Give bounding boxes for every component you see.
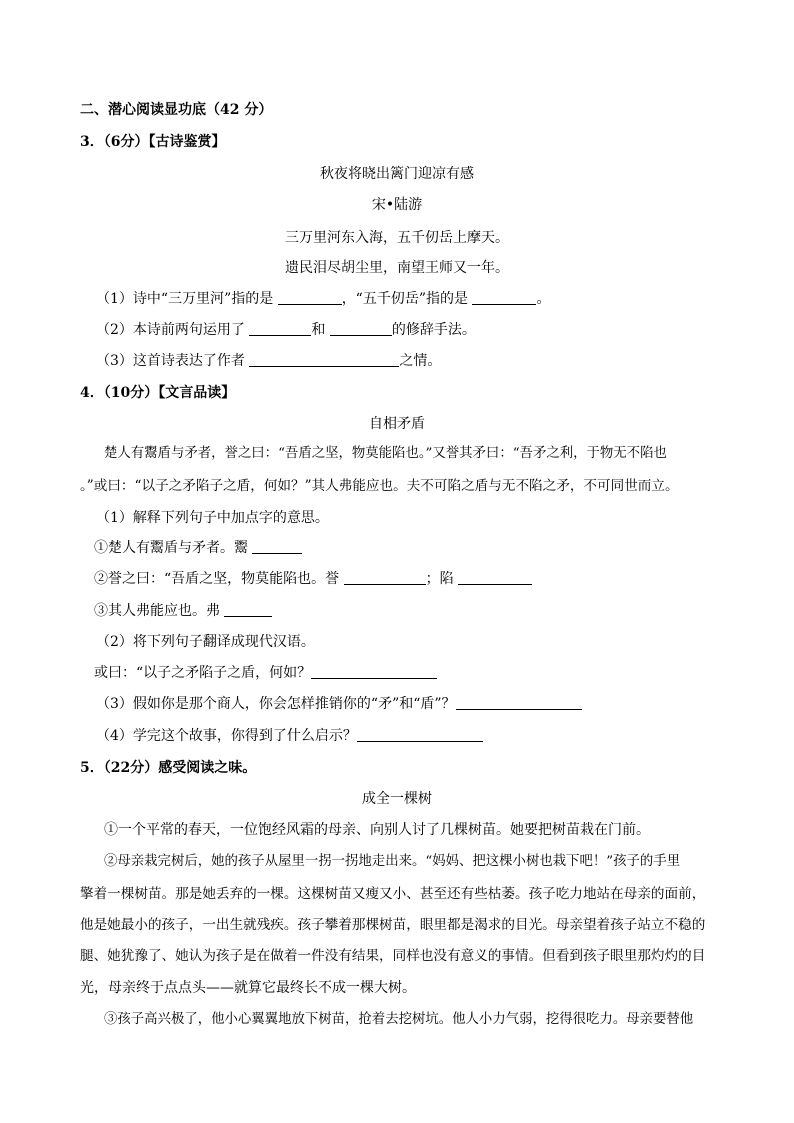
q5-header: 5．（22分）感受阅读之味。	[80, 760, 257, 776]
poem-author: 宋•陆游	[371, 197, 423, 213]
article-title: 成全一棵树	[362, 791, 432, 807]
passage-title: 自相矛盾	[369, 416, 425, 432]
q3-subquestion-3	[96, 351, 441, 371]
answer-blank[interactable]	[458, 570, 532, 585]
poem-line-2: 遗民泪尽胡尘里，南望王师又一年。	[285, 260, 509, 276]
q3-s1-text-c: 。	[536, 291, 551, 307]
answer-blank[interactable]	[278, 290, 342, 305]
article-paragraph-2-line-2: 擎着一棵树苗。那是她丢弃的一棵。这棵树苗又瘦又小、甚至还有些枯萎。孩子吃力地站在母亲的面前，	[80, 886, 706, 902]
article-paragraph-1: ①一个平常的春天，一位饱经风霜的母亲、向别人讨了几棵树苗。她要把树苗栽在门前。	[104, 822, 650, 838]
article-paragraph-2-line-4: 腿、她犹豫了、她认为孩子是在做着一件没有结果，同样也没有意义的事情。但看到孩子眼里那灼灼的目	[80, 948, 706, 964]
q4-subquestion-3	[96, 694, 582, 714]
section-heading: 二、潜心阅读显功底（42 分）	[80, 102, 273, 118]
q4-item-2-text-b: ；陷	[425, 571, 454, 587]
q4-item-1	[94, 538, 302, 558]
article-paragraph-2-line-5: 光，母亲终于点点头——就算它最终长不成一棵大树。	[80, 980, 416, 996]
answer-blank[interactable]	[252, 539, 302, 554]
q4-translate-sentence	[94, 663, 437, 683]
q3-s1-text-a: （1）诗中“三万里河”指的是	[96, 291, 274, 307]
poem-line-1: 三万里河东入海，五千仞岳上摩天。	[285, 230, 509, 246]
article-paragraph-3: ③孩子高兴极了，他小心翼翼地放下树苗，抢着去挖树坑。他人小力气弱，挖得很吃力。母亲要替他	[104, 1012, 694, 1027]
q3-s2-text-c: 的修辞手法。	[391, 322, 476, 338]
answer-blank[interactable]	[249, 321, 311, 336]
q4-subquestion-4	[96, 726, 483, 746]
article-paragraph-2-line-1: ②母亲栽完树后，她的孩子从屋里一拐一拐地走出来。“妈妈、把这棵小树也栽下吧！”孩子的手里	[104, 854, 681, 869]
answer-blank[interactable]	[456, 695, 582, 710]
passage-line-1: 楚人有鬻盾与矛者，誉之曰：“吾盾之坚，物莫能陷也。”又誉其矛曰：“吾矛之利，于物无不陷也	[104, 446, 667, 461]
q3-subquestion-1	[96, 289, 550, 309]
q4-item-3-text: ③其人弗能应也。弗	[94, 603, 220, 619]
passage-line-2: 。”或曰：“以子之矛陷子之盾，何如？”其人弗能应也。夫不可陷之盾与无不陷之矛，不可同世而立。	[80, 478, 679, 494]
q4-item-2	[94, 569, 532, 589]
answer-blank[interactable]	[330, 321, 392, 336]
q4-item-3	[94, 601, 272, 621]
q3-subquestion-2	[96, 320, 476, 340]
answer-blank[interactable]	[249, 352, 399, 367]
article-paragraph-2-line-3: 他是她最小的孩子，一出生就残疾。孩子攀着那棵树苗，眼里都是渴求的目光。母亲望着孩子站立不稳的	[80, 917, 706, 933]
answer-blank[interactable]	[344, 570, 426, 585]
q3-s2-text-b: 和	[311, 322, 326, 338]
q3-header: 3．（6分）【古诗鉴赏】	[80, 134, 226, 150]
q4-translate-text: 或曰：“以子之矛陷子之盾，何如？	[94, 665, 312, 681]
answer-blank[interactable]	[357, 727, 483, 742]
q4-item-2-text-a: ②誉之曰：“吾盾之坚，物莫能陷也。誉	[94, 571, 340, 587]
q4-s4-text: （4）学完这个故事，你得到了什么启示？	[96, 728, 357, 744]
q4-header: 4．（10分）【文言品读】	[80, 385, 236, 401]
q3-s2-text-a: （2）本诗前两句运用了	[96, 322, 245, 338]
q4-s3-text: （3）假如你是那个商人，你会怎样推销你的“矛”和“盾”？	[96, 696, 456, 712]
q3-s1-text-b: ，“五千仞岳”指的是	[341, 291, 469, 307]
q4-item-1-text: ①楚人有鬻盾与矛者。鬻	[94, 540, 248, 556]
q3-s3-text-b: 之情。	[399, 353, 442, 369]
answer-blank[interactable]	[472, 290, 536, 305]
answer-blank[interactable]	[311, 664, 437, 679]
q4-subquestion-1: （1）解释下列句子中加点字的意思。	[96, 510, 329, 526]
q3-s3-text-a: （3）这首诗表达了作者	[96, 353, 245, 369]
poem-title: 秋夜将晓出篱门迎凉有感	[320, 166, 474, 182]
answer-blank[interactable]	[224, 602, 272, 617]
q4-subquestion-2: （2）将下列句子翻译成现代汉语。	[96, 634, 315, 650]
